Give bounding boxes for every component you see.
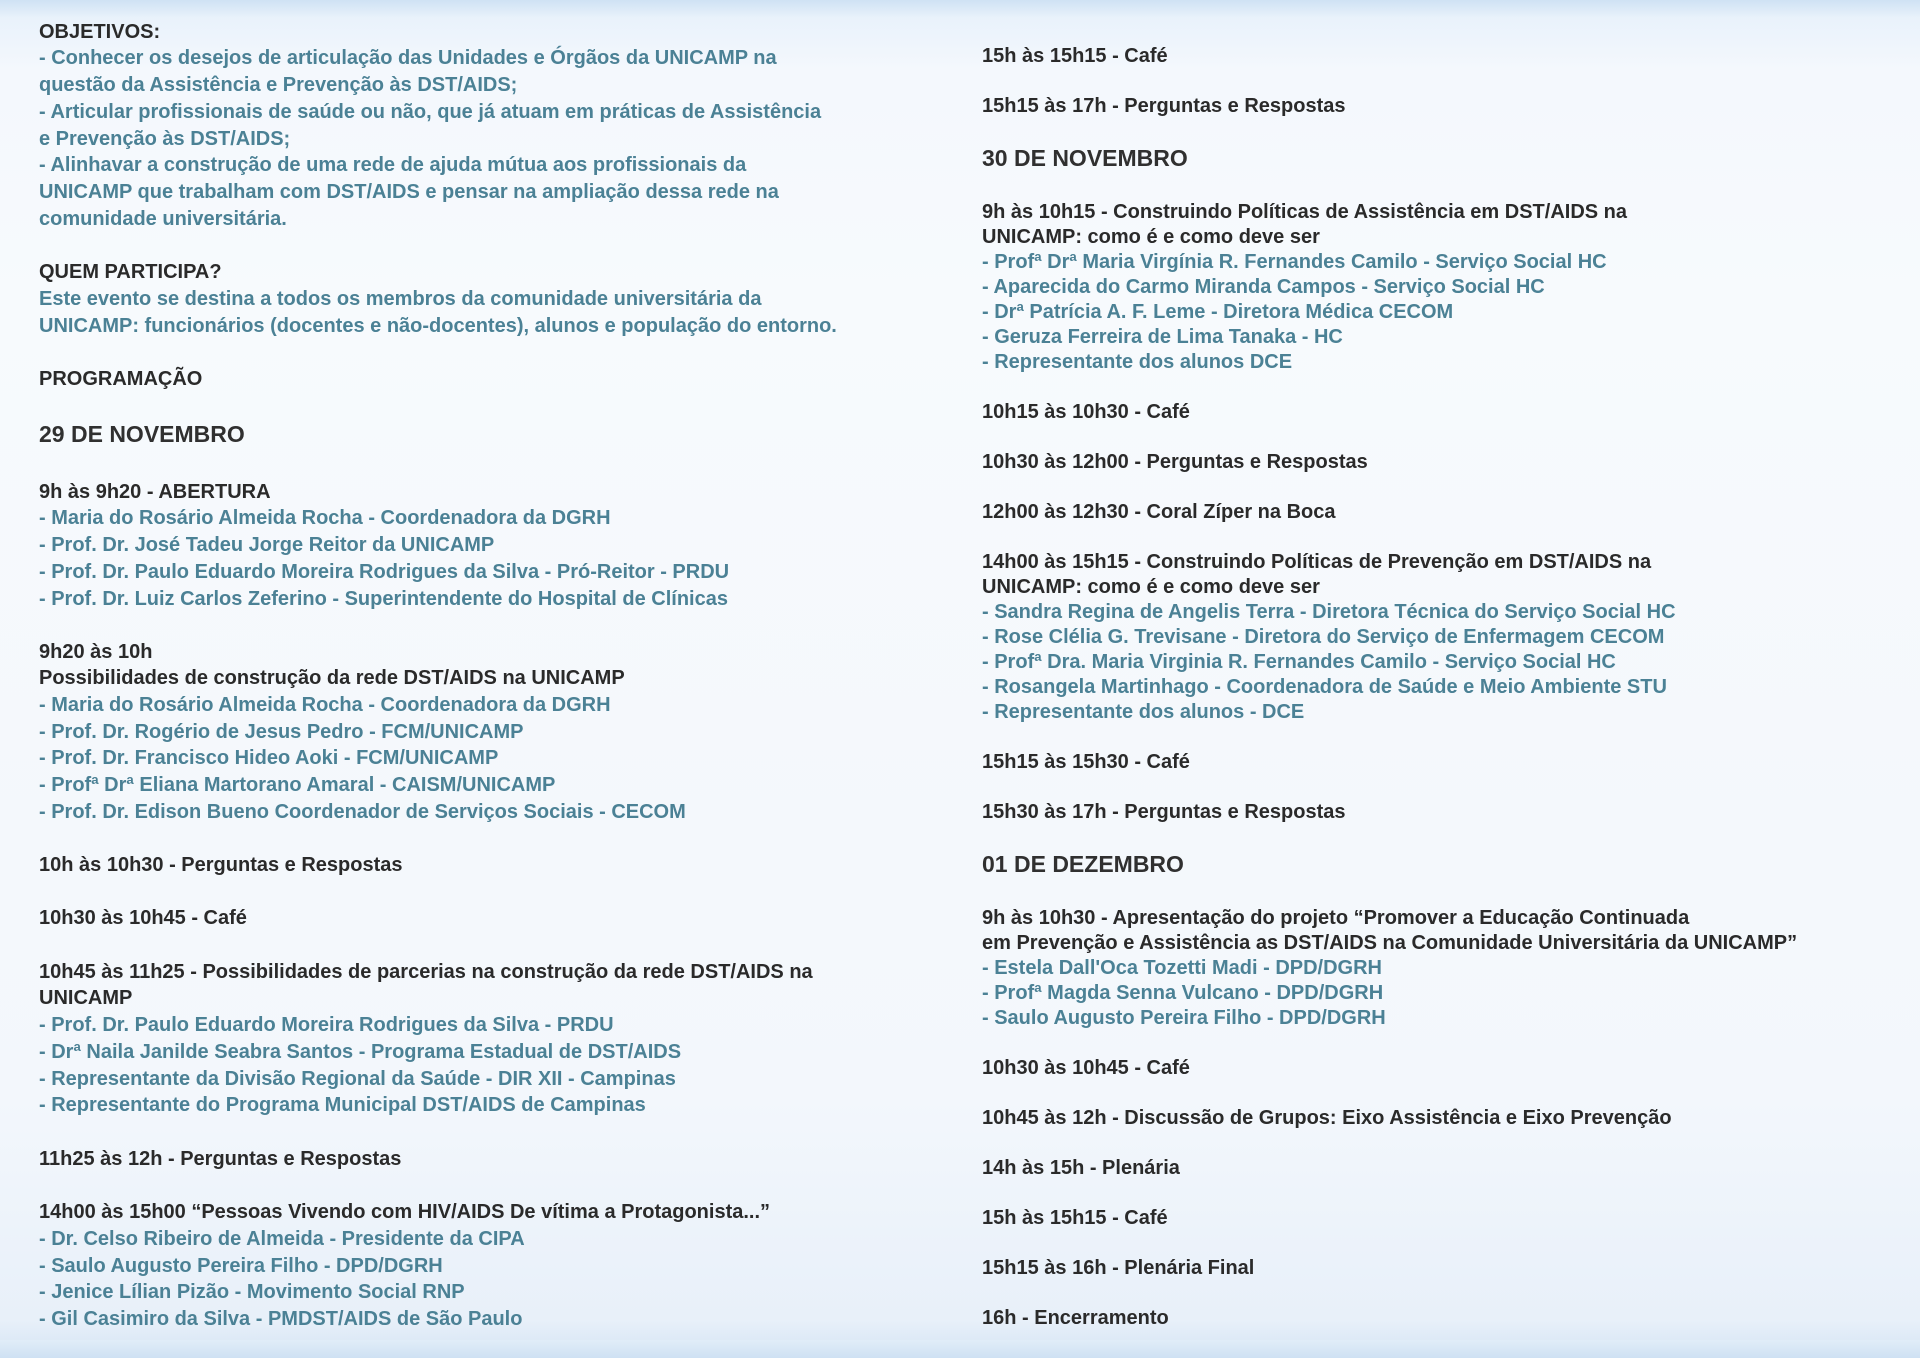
speaker-line: - Profª Drª Maria Virgínia R. Fernandes Camilo - Serviço Social HC — [982, 251, 1607, 273]
objectives-line: - Conhecer os desejos de articulação das Unidades e Órgãos da UNICAMP na — [39, 47, 777, 69]
coffee-item: 10h30 às 10h45 - Café — [982, 1057, 1190, 1079]
speaker-line: - Drª Patrícia A. F. Leme - Diretora Médica CECOM — [982, 301, 1454, 323]
coffee-item: 10h15 às 10h30 - Café — [982, 401, 1190, 423]
speaker-line: - Rose Clélia G. Trevisane - Diretora do Serviço de Enfermagem CECOM — [982, 626, 1665, 648]
objectives-line: UNICAMP que trabalham com DST/AIDS e pensar na ampliação dessa rede na — [39, 181, 779, 203]
qa-item: 11h25 às 12h - Perguntas e Respostas — [39, 1148, 402, 1170]
session-title: UNICAMP: como é e como deve ser — [982, 576, 1320, 598]
session-title: 9h às 10h15 - Construindo Políticas de Assistência em DST/AIDS na — [982, 201, 1627, 223]
coffee-item: 10h30 às 10h45 - Café — [39, 907, 247, 929]
participants-line: UNICAMP: funcionários (docentes e não-docentes), alunos e população do entorno. — [39, 315, 837, 337]
participants-line: Este evento se destina a todos os membros da comunidade universitária da — [39, 288, 762, 310]
day-heading-30-nov: 30 DE NOVEMBRO — [982, 145, 1188, 171]
session-title: Possibilidades de construção da rede DST/AIDS na UNICAMP — [39, 667, 625, 689]
speaker-line: - Gil Casimiro da Silva - PMDST/AIDS de São Paulo — [39, 1308, 523, 1330]
speaker-line: - Saulo Augusto Pereira Filho - DPD/DGRH — [39, 1255, 443, 1277]
objectives-line: - Alinhavar a construção de uma rede de ajuda mútua aos profissionais da — [39, 154, 747, 176]
speaker-line: - Prof. Dr. Paulo Eduardo Moreira Rodrigues da Silva - PRDU — [39, 1014, 614, 1036]
bottom-gradient-band — [0, 1340, 1920, 1358]
speaker-line: - Maria do Rosário Almeida Rocha - Coordenadora da DGRH — [39, 694, 611, 716]
speaker-line: - Drª Naila Janilde Seabra Santos - Programa Estadual de DST/AIDS — [39, 1041, 682, 1063]
session-title: 9h às 9h20 - ABERTURA — [39, 481, 271, 503]
groups-item: 10h45 às 12h - Discussão de Grupos: Eixo Assistência e Eixo Prevenção — [982, 1107, 1672, 1129]
session-title: em Prevenção e Assistência as DST/AIDS na Comunidade Universitária da UNICAMP” — [982, 932, 1798, 954]
speaker-line: - Representante dos alunos - DCE — [982, 701, 1305, 723]
speaker-line: - Aparecida do Carmo Miranda Campos - Serviço Social HC — [982, 276, 1545, 298]
objectives-line: - Articular profissionais de saúde ou não, que já atuam em práticas de Assistência — [39, 101, 822, 123]
speaker-line: - Geruza Ferreira de Lima Tanaka - HC — [982, 326, 1343, 348]
coffee-item: 15h às 15h15 - Café — [982, 1207, 1168, 1229]
session-title: UNICAMP: como é e como deve ser — [982, 226, 1320, 248]
session-title: 14h00 às 15h15 - Construindo Políticas de Prevenção em DST/AIDS na — [982, 551, 1652, 573]
qa-item: 10h30 às 12h00 - Perguntas e Respostas — [982, 451, 1368, 473]
speaker-line: - Prof. Dr. Luiz Carlos Zeferino - Superintendente do Hospital de Clínicas — [39, 588, 728, 610]
speaker-line: - Estela Dall'Oca Tozetti Madi - DPD/DGRH — [982, 957, 1382, 979]
session-title: 9h às 10h30 - Apresentação do projeto “Promover a Educação Continuada — [982, 907, 1690, 929]
speaker-line: - Rosangela Martinhago - Coordenadora de Saúde e Meio Ambiente STU — [982, 676, 1667, 698]
session-title: UNICAMP — [39, 987, 133, 1009]
program-heading: PROGRAMAÇÃO — [39, 368, 203, 390]
speaker-line: - Maria do Rosário Almeida Rocha - Coordenadora da DGRH — [39, 507, 611, 529]
day-heading-29-nov: 29 DE NOVEMBRO — [39, 421, 245, 447]
speaker-line: - Sandra Regina de Angelis Terra - Diretora Técnica do Serviço Social HC — [982, 601, 1676, 623]
session-title: 14h00 às 15h00 “Pessoas Vivendo com HIV/AIDS De vítima a Protagonista...” — [39, 1201, 771, 1223]
qa-item: 10h às 10h30 - Perguntas e Respostas — [39, 854, 403, 876]
objectives-line: questão da Assistência e Prevenção às DST/AIDS; — [39, 74, 518, 96]
participants-heading: QUEM PARTICIPA? — [39, 261, 222, 283]
objectives-line: e Prevenção às DST/AIDS; — [39, 128, 291, 150]
plenary-item: 14h às 15h - Plenária — [982, 1157, 1180, 1179]
coffee-item: 15h15 às 15h30 - Café — [982, 751, 1190, 773]
qa-item: 15h30 às 17h - Perguntas e Respostas — [982, 801, 1346, 823]
objectives-line: comunidade universitária. — [39, 208, 287, 230]
session-time: 9h20 às 10h — [39, 641, 153, 663]
speaker-line: - Profª Magda Senna Vulcano - DPD/DGRH — [982, 982, 1384, 1004]
speaker-line: - Prof. Dr. Francisco Hideo Aoki - FCM/UNICAMP — [39, 747, 499, 769]
speaker-line: - Representante do Programa Municipal DST/AIDS de Campinas — [39, 1094, 646, 1116]
speaker-line: - Representante da Divisão Regional da Saúde - DIR XII - Campinas — [39, 1068, 676, 1090]
speaker-line: - Jenice Lílian Pizão - Movimento Social RNP — [39, 1281, 465, 1303]
choir-item: 12h00 às 12h30 - Coral Zíper na Boca — [982, 501, 1336, 523]
speaker-line: - Saulo Augusto Pereira Filho - DPD/DGRH — [982, 1007, 1386, 1029]
session-title: 10h45 às 11h25 - Possibilidades de parcerias na construção da rede DST/AIDS na — [39, 961, 813, 983]
speaker-line: - Prof. Dr. José Tadeu Jorge Reitor da UNICAMP — [39, 534, 495, 556]
speaker-line: - Representante dos alunos DCE — [982, 351, 1293, 373]
qa-item: 15h15 às 17h - Perguntas e Respostas — [982, 95, 1346, 117]
day-heading-01-dez: 01 DE DEZEMBRO — [982, 851, 1184, 877]
speaker-line: - Prof. Dr. Edison Bueno Coordenador de Serviços Sociais - CECOM — [39, 801, 686, 823]
closing-item: 16h - Encerramento — [982, 1307, 1169, 1329]
speaker-line: - Prof. Dr. Rogério de Jesus Pedro - FCM/UNICAMP — [39, 721, 524, 743]
speaker-line: - Profª Dra. Maria Virginia R. Fernandes Camilo - Serviço Social HC — [982, 651, 1616, 673]
top-gradient-band — [0, 0, 1920, 16]
objectives-heading: OBJETIVOS: — [39, 21, 161, 43]
speaker-line: - Profª Drª Eliana Martorano Amaral - CAISM/UNICAMP — [39, 774, 556, 796]
final-plenary-item: 15h15 às 16h - Plenária Final — [982, 1257, 1255, 1279]
speaker-line: - Prof. Dr. Paulo Eduardo Moreira Rodrigues da Silva - Pró-Reitor - PRDU — [39, 561, 730, 583]
coffee-item: 15h às 15h15 - Café — [982, 45, 1168, 67]
speaker-line: - Dr. Celso Ribeiro de Almeida - Presidente da CIPA — [39, 1228, 525, 1250]
